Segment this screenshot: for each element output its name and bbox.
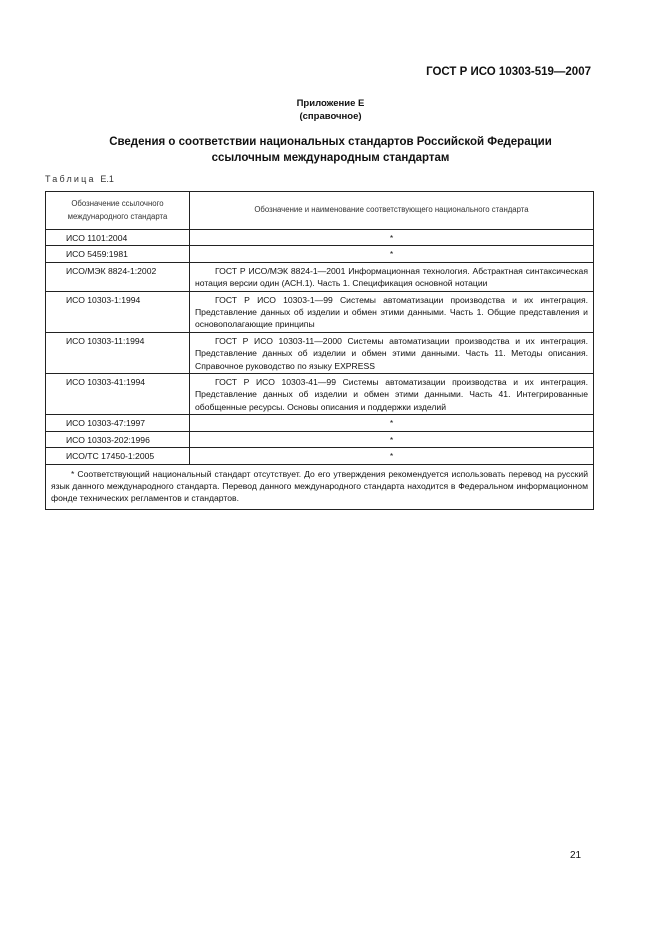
national-standard: *	[190, 230, 594, 246]
national-standard: *	[190, 431, 594, 447]
table-header-row	[46, 192, 594, 230]
appendix-title: Приложение Е	[296, 98, 365, 109]
reference-standard: ИСО 10303-47:1997	[46, 415, 190, 431]
reference-standard: ИСО/ТС 17450-1:2005	[46, 448, 190, 464]
section-title-line1: Сведения о соответствии национальных стандартов Российской Федерации	[109, 136, 552, 148]
table-row	[46, 332, 594, 373]
document-code: ГОСТ Р ИСО 10303-519—2007	[426, 66, 591, 78]
table-row	[46, 448, 594, 464]
national-standard: *	[190, 415, 594, 431]
reference-standard: ИСО 10303-41:1994	[46, 374, 190, 415]
reference-standard: ИСО 10303-11:1994	[46, 332, 190, 373]
table-row	[46, 374, 594, 415]
reference-standard: ИСО 10303-1:1994	[46, 291, 190, 332]
national-standard: ГОСТ Р ИСО 10303-41—99 Системы автоматизации производства и их интеграция. Представление данных об изделии и обмен этими данными. Часть 41. Интегрированные обобщенные ресурсы. Основы описания и поддержки изделий	[190, 374, 594, 415]
appendix-type: (справочное)	[299, 111, 362, 122]
table-row	[46, 291, 594, 332]
reference-standard: ИСО 1101:2004	[46, 230, 190, 246]
table-row	[46, 262, 594, 291]
table-row	[46, 415, 594, 431]
national-standard: *	[190, 448, 594, 464]
section-title-line2: ссылочным международным стандартам	[211, 152, 450, 164]
table-label	[45, 174, 114, 184]
national-standard: ГОСТ Р ИСО 10303-11—2000 Системы автоматизации производства и их интеграция. Представление данных об изделии и обмен этими данными. Часть 11. Методы описания. Справочное руководство по языку EXPRESS	[190, 332, 594, 373]
column-header-national: Обозначение и наименование соответствующего национального стандарта	[190, 192, 594, 230]
national-standard: *	[190, 246, 594, 262]
column-header-reference: Обозначение ссылочного международного стандарта	[46, 192, 190, 230]
national-standard: ГОСТ Р ИСО/МЭК 8824-1—2001 Информационная технология. Абстрактная синтаксическая нотация версии один (АСН.1). Часть 1. Спецификация основной нотации	[190, 262, 594, 291]
table-label-word: Таблица	[45, 174, 96, 184]
reference-standard: ИСО 5459:1981	[46, 246, 190, 262]
table-row	[46, 431, 594, 447]
section-title	[0, 134, 661, 166]
table-footnote-row	[46, 464, 594, 509]
table-label-number: Е.1	[100, 174, 114, 184]
table-footnote: * Соответствующий национальный стандарт отсутствует. До его утверждения рекомендуется использовать перевод на русский язык данного международного стандарта. Перевод данного международного стандарта находится в Федеральном информационном фонде технических регламентов и стандартов.	[46, 464, 594, 509]
national-standard: ГОСТ Р ИСО 10303-1—99 Системы автоматизации производства и их интеграция. Представление данных об изделии и обмен этими данными. Часть 1. Общие представления и основополагающие принципы	[190, 291, 594, 332]
appendix-heading	[0, 97, 661, 123]
reference-standard: ИСО 10303-202:1996	[46, 431, 190, 447]
page-number: 21	[570, 850, 582, 861]
standards-table	[45, 191, 594, 510]
table-row	[46, 246, 594, 262]
reference-standard: ИСО/МЭК 8824-1:2002	[46, 262, 190, 291]
table-row	[46, 230, 594, 246]
